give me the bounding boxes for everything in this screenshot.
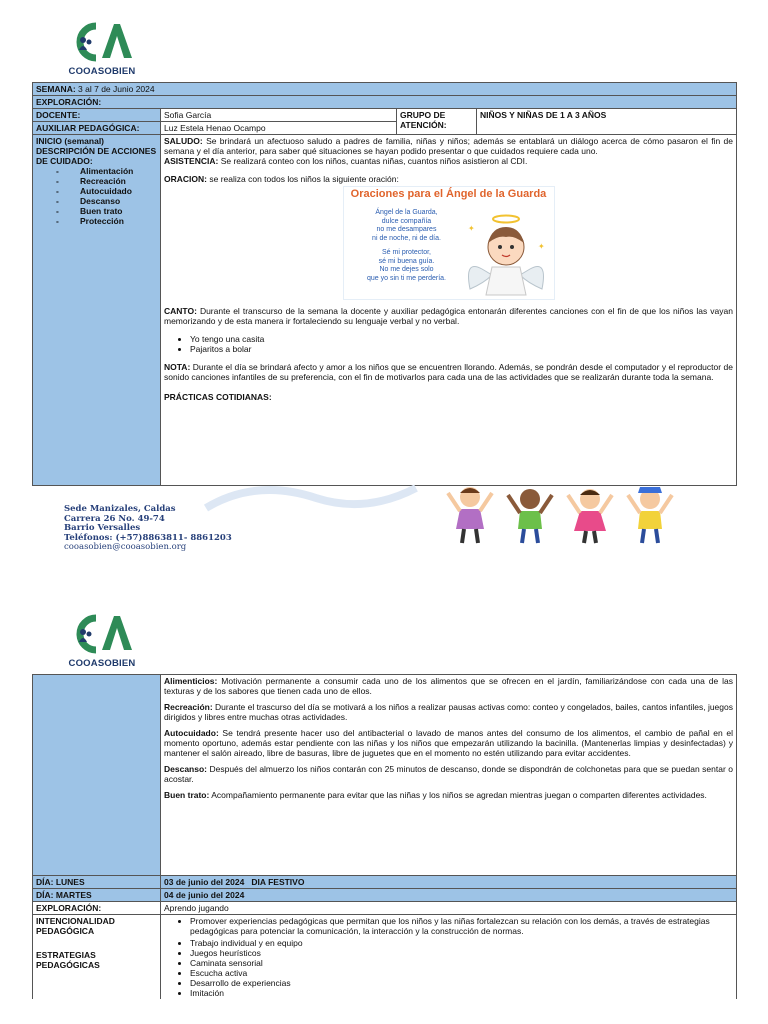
practicas-row [33,675,737,876]
auxiliar-label: AUXILIAR PEDAGÓGICA: [33,122,161,135]
footer-line: Sede Manizales, Caldas [64,504,176,514]
kids-illustration-icon [440,483,680,545]
footer-line: cooasobien@cooasobien.org [64,542,187,552]
list-item: • Promover experiencias pedagógicas que permitan que los niños y las niñas fortalezcan su relación con los demás, a través de estrategias pedagógicas para potenciar la comunicación, la interacción y la construcción de normas. [190,916,733,936]
estrategias-list [164,938,733,998]
docente-label: DOCENTE: [33,109,161,122]
exploracion-row [33,96,737,109]
intencionalidad-label: INTENCIONALIDAD PEDAGÓGICA [36,916,115,936]
alimenticios-paragraph: Alimenticios: Motivación permanente a consumir cada uno de los alimentos que se ofrecen en el jardín, familiarizándose con cada una de las texturas y de los sabores que tienen cada uno de ellos. [164,676,733,696]
canto-songs-list [164,334,733,354]
prayer-image [343,186,555,300]
footer-line: Barrio Versalles [64,523,141,533]
lunes-row [33,876,737,889]
oracion-paragraph: ORACION: se realiza con todos los niños la siguiente oración: [164,174,399,184]
practicas-heading: PRÁCTICAS COTIDIANAS: [164,392,272,402]
list-item: • Desarrollo de experiencias [190,978,733,988]
atencion-label: ATENCIÓN: [400,120,447,130]
daily-plan-table [32,674,737,999]
logo-text: COOASOBIEN [68,658,136,669]
inicio-label: INICIO (semanal) [36,136,105,146]
angel-icon [462,209,550,297]
footer-line: Carrera 26 No. 49-74 [64,513,165,524]
semana-value: 3 al 7 de Junio 2024 [78,84,155,94]
estrategias-label: ESTRATEGIAS PEDAGÓGICAS [36,950,100,970]
prayer-text: Ángel de la Guarda, dulce compañía no me desampares ni de noche, ni de día. Sé mi protector, sé mi buena guía. No me dejes solo que yo sin ti me perdería. [367,209,446,282]
docente-row [33,109,737,122]
prayer-title: Oraciones para el Ángel de la Guarda [350,188,547,200]
autocuidado-paragraph: Autocuidado: Se tendrá presente hacer uso del antibacterial o lavado de manos antes del consumo de los alimentos, el cambio de pañal en el momento oportuno, además estar pendiente con las niñas y los niños que empezarán utilizando la bacinilla. (Mantenerlas limpias y desinfectadas) y mantener el salón aireado, libre de basuras, libre de juguetes que en el momento no estén utilizando para evitar accidentes. [164,728,733,758]
svg-text:✦: ✦ [467,224,475,233]
list-item: • Pajaritos a bolar [190,344,733,354]
list-item: - Autocuidado [56,186,157,196]
exploracion-label: EXPLORACIÓN: [33,96,737,109]
intencionalidad-list [164,916,733,936]
intencionalidad-row [33,915,737,1000]
dia-lunes-label: DÍA: LUNES [33,876,161,889]
exploracion2-row [33,902,737,915]
dia-lunes-value: 03 de junio del 2024 DIA FESTIVO [161,876,737,889]
list-item: • Trabajo individual y en equipo [190,938,733,948]
logo-mark-icon [62,20,142,64]
list-item: • Yo tengo una casita [190,334,733,344]
weekly-plan-table [32,82,737,486]
list-item: - Alimentación [56,166,157,176]
list-item: - Descanso [56,196,157,206]
logo-mark-icon [62,612,142,656]
semana-row [33,83,737,96]
martes-row [33,889,737,902]
kid-1 [448,487,492,543]
docente-value: Sofia García [161,109,397,122]
cooasobien-logo [62,20,142,80]
exploracion2-value: Aprendo jugando [161,902,737,915]
nota-paragraph: NOTA: Durante el día se brindará afecto y amor a los niños que se encuentren llorando. Además, se pondrán desde el computador y el reproductor de sonido canciones infantiles de su preferencia, con el fin de motivarlos para cada una de las actividades que se realizarán durante toda la semana. [164,362,733,382]
practicas-left-cell [33,675,161,876]
list-item: - Protección [56,216,157,226]
dia-martes-label: DÍA: MARTES [33,889,161,902]
kid-3 [568,489,612,543]
kid-2 [508,489,552,543]
footer-line: Teléfonos: (+57)8863811- 8861203 [64,532,232,543]
cooasobien-logo-2 [62,612,142,672]
inicio-content [161,135,737,486]
list-item: • Escucha activa [190,968,733,978]
list-item: • Caminata sensorial [190,958,733,968]
descanso-paragraph: Descanso: Después del almuerzo los niños contarán con 25 minutos de descanso, donde se dispondrán de colchonetas para que se puedan sentar o acostar. [164,764,733,784]
asistencia-paragraph: ASISTENCIA: Se realizará conteo con los niños, cuantas niñas, cuantos niños asistieron al CDI. [164,156,528,166]
semana-label: SEMANA: [36,84,76,94]
grupo-value: NIÑOS Y NIÑAS DE 1 A 3 AÑOS [477,109,737,135]
list-item: - Buen trato [56,206,157,216]
saludo-paragraph: SALUDO: Se brindará un afectuoso saludo a padres de familia, niñas y niños; además se entablará un diálogo acerca de cómo pasaron el fin de semana y el día anterior, para saber qué situaciones se hayan podido presentar o que cuidados requiere cada uno. [164,136,733,156]
footer-address [64,505,232,553]
kid-4 [628,487,672,543]
svg-text:✦: ✦ [537,242,545,251]
canto-paragraph: CANTO: Durante el transcurso de la semana la docente y auxiliar pedagógica entonarán diferentes canciones con el fin de que los niños las vayan memorizando y de esta manera ir fortaleciendo su lenguaje verbal y no verbal. [164,306,733,326]
list-item: - Recreación [56,176,157,186]
inicio-row [33,135,737,486]
logo-text: COOASOBIEN [68,66,136,77]
grupo-label: GRUPO DE [400,110,446,120]
practicas-content [161,675,737,876]
inicio-cell [33,135,161,486]
cuidado-list [36,166,157,226]
recreacion-paragraph: Recreación: Durante el trascurso del día se motivará a los niños a realizar pausas activas como: conteo y congelados, bailes, cantos infantiles, juegos dirigidos y libres entre muchas otras actividades. [164,702,733,722]
list-item: • Juegos heurísticos [190,948,733,958]
buentrato-paragraph: Buen trato: Acompañamiento permanente para evitar que las niñas y los niños se agredan mientras juegan o comparten diferentes actividades. [164,790,707,800]
exploracion2-label: EXPLORACIÓN: [33,902,161,915]
descripcion-label: DESCRIPCIÓN DE ACCIONES DE CUIDADO: [36,146,157,166]
list-item: • Imitación [190,988,733,998]
dia-martes-value: 04 de junio del 2024 [161,889,737,902]
auxiliar-value: Luz Estela Henao Ocampo [161,122,397,135]
